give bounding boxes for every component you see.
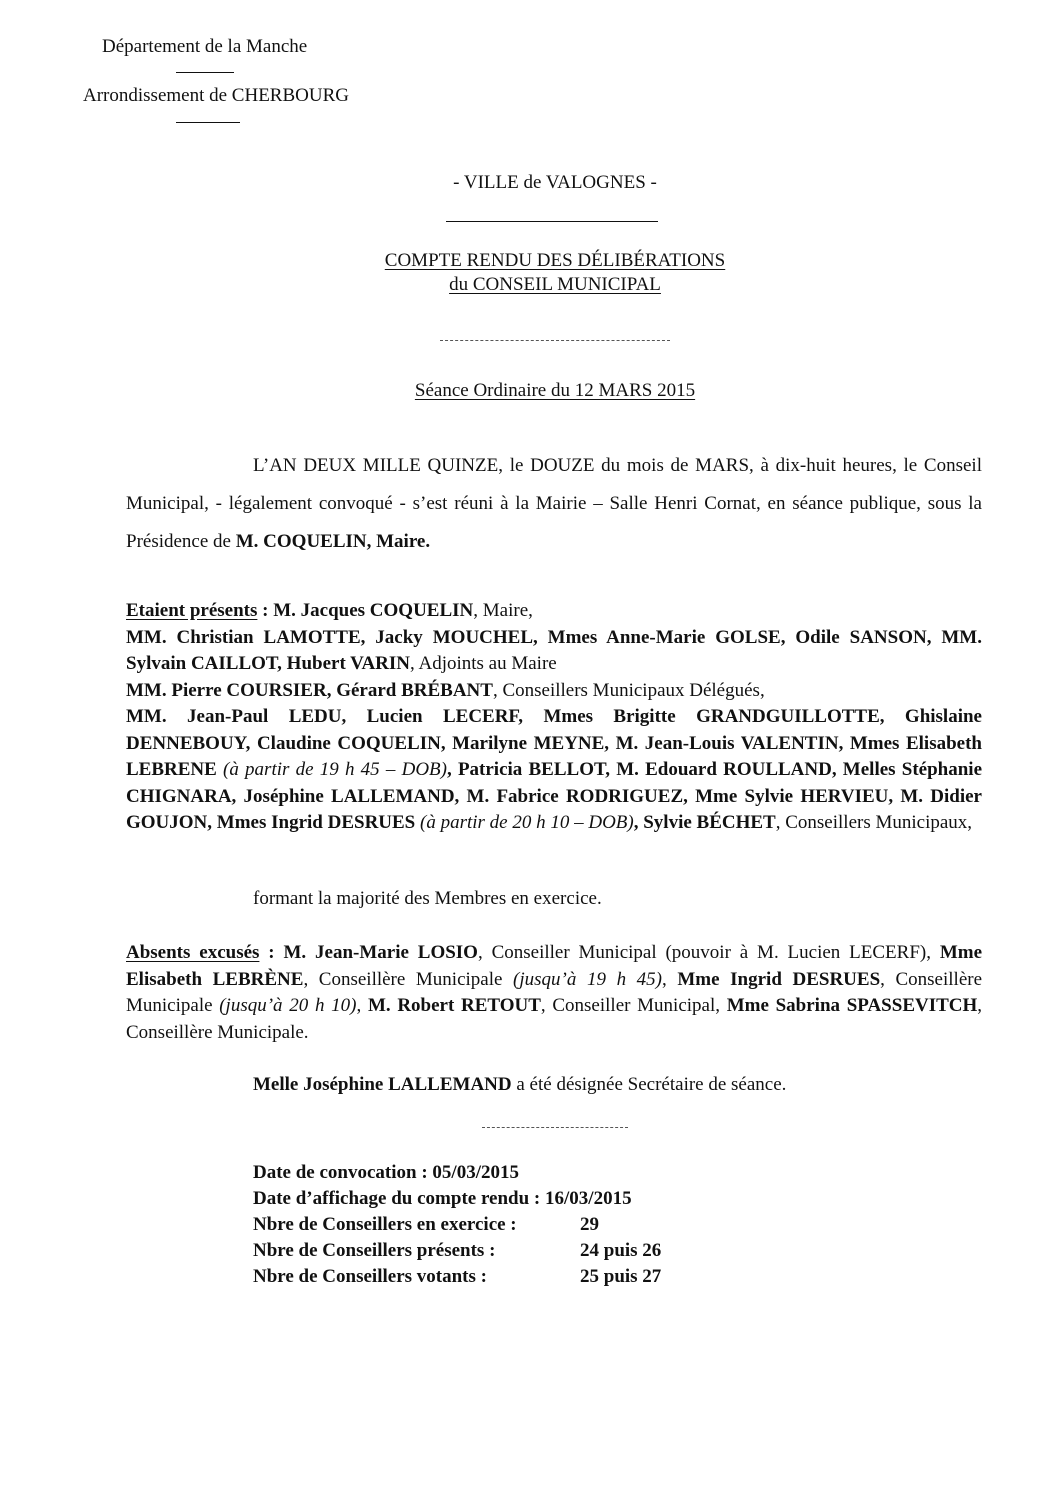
- department-divider: [176, 72, 234, 73]
- present-s10: (à partir de 20 h 10 – DOB): [415, 812, 634, 833]
- votants-value: 25 puis 27: [580, 1266, 662, 1287]
- absent-a8: , Conseillère Municipale: [126, 968, 983, 1016]
- convocation-date: Date de convocation : 05/03/2015: [253, 1162, 519, 1183]
- present-colon: :: [257, 600, 274, 621]
- affichage-date: Date d’affichage du compte rendu : 16/03/2015: [253, 1188, 632, 1209]
- present-s6: , Conseillers Municipaux Délégués,: [492, 679, 765, 701]
- opening-paragraph: [126, 447, 982, 561]
- absent-a13: Mme Sabrina SPASSEVITCH: [726, 995, 978, 1016]
- department-label: Département de la Manche: [102, 36, 308, 57]
- absent-a7: Mme Ingrid DESRUES: [677, 968, 881, 990]
- absent-members-paragraph: [126, 940, 982, 1046]
- absent-a9: (jusqu’à 20 h 10): [219, 995, 357, 1016]
- present-s1: M. Jacques COQUELIN: [273, 600, 474, 621]
- present-s2: , Maire,: [473, 600, 533, 621]
- absent-label: Absents excusés: [126, 942, 260, 963]
- absent-colon: :: [259, 942, 284, 963]
- present-s4: , Adjoints au Maire: [410, 653, 557, 674]
- present-s11: , Sylvie BÉCHET: [633, 812, 776, 833]
- present-s12: , Conseillers Municipaux,: [775, 812, 973, 833]
- present-s9: , Patricia BELLOT, M. Edouard ROULLAND, Melles Stéphanie CHIGNARA, Joséphine LALLEMAND, M. Fabrice RODRIGUEZ, Mme Sylvie HERVIEU, M. Didier GOUJON, Mmes Ingrid DESRUES: [126, 759, 983, 833]
- arrondissement-divider: [176, 122, 240, 123]
- opening-text: L’AN DEUX MILLE QUINZE, le DOUZE du mois de MARS, à dix-huit heures, le Conseil Municipal, - légalement convoqué - s’est réuni à la Mairie – Salle Henri Cornat, en séance publique, sous la Présidence de: [126, 455, 982, 552]
- absent-a2: , Conseiller Municipal (pouvoir à M. Lucien LECERF),: [477, 942, 940, 963]
- absent-a4: , Conseillère Municipale: [303, 968, 514, 990]
- absent-a12: , Conseiller Municipal,: [540, 995, 727, 1016]
- president-name: M. COQUELIN, Maire.: [235, 531, 431, 552]
- exercice-value: 29: [580, 1214, 599, 1235]
- secretary-text: a été désignée Secrétaire de séance.: [511, 1074, 787, 1095]
- presents-label: Nbre de Conseillers présents :: [253, 1240, 496, 1261]
- session-title: Séance Ordinaire du 12 MARS 2015: [414, 380, 696, 401]
- present-s8: (à partir de 19 h 45 – DOB): [216, 759, 447, 780]
- secretary-divider: [482, 1127, 628, 1128]
- absent-a1: M. Jean-Marie LOSIO: [283, 942, 478, 963]
- absent-a5: (jusqu’à 19 h 45): [513, 968, 662, 990]
- report-title-line2: du CONSEIL MUNICIPAL: [449, 274, 661, 295]
- absent-a14: , Conseillère Municipale.: [126, 995, 983, 1043]
- exercice-label: Nbre de Conseillers en exercice :: [253, 1214, 517, 1235]
- secretary-name: Melle Joséphine LALLEMAND: [253, 1074, 512, 1095]
- city-divider: [446, 221, 658, 222]
- absent-a11: M. Robert RETOUT: [367, 995, 541, 1016]
- present-s7: MM. Jean-Paul LEDU, Lucien LECERF, Mmes Brigitte GRANDGUILLOTTE, Ghislaine DENNEBOUY, Claudine COQUELIN, Marilyne MEYNE, M. Jean-Louis VALENTIN, Mmes Elisabeth LEBRENE: [126, 706, 982, 780]
- secretary-line: [253, 1074, 786, 1096]
- report-title-line1: COMPTE RENDU DES DÉLIBÉRATIONS: [384, 250, 726, 271]
- city-title: - VILLE de VALOGNES -: [453, 172, 657, 193]
- absent-a6: ,: [662, 968, 678, 990]
- votants-label: Nbre de Conseillers votants :: [253, 1266, 487, 1287]
- present-members-paragraph: [126, 598, 982, 837]
- present-label: Etaient présents: [126, 600, 258, 621]
- absent-a3: Mme Elisabeth LEBRÈNE: [126, 942, 983, 990]
- present-s5: MM. Pierre COURSIER, Gérard BRÉBANT: [126, 679, 493, 701]
- present-s3: MM. Christian LAMOTTE, Jacky MOUCHEL, Mmes Anne-Marie GOLSE, Odile SANSON, MM. Sylvain CAILLOT, Hubert VARIN: [126, 626, 982, 674]
- absent-a10: ,: [356, 995, 368, 1016]
- presents-value: 24 puis 26: [580, 1240, 662, 1261]
- title-divider: [440, 340, 670, 341]
- majority-text: formant la majorité des Membres en exercice.: [253, 888, 602, 909]
- arrondissement-label: Arrondissement de CHERBOURG: [83, 85, 349, 106]
